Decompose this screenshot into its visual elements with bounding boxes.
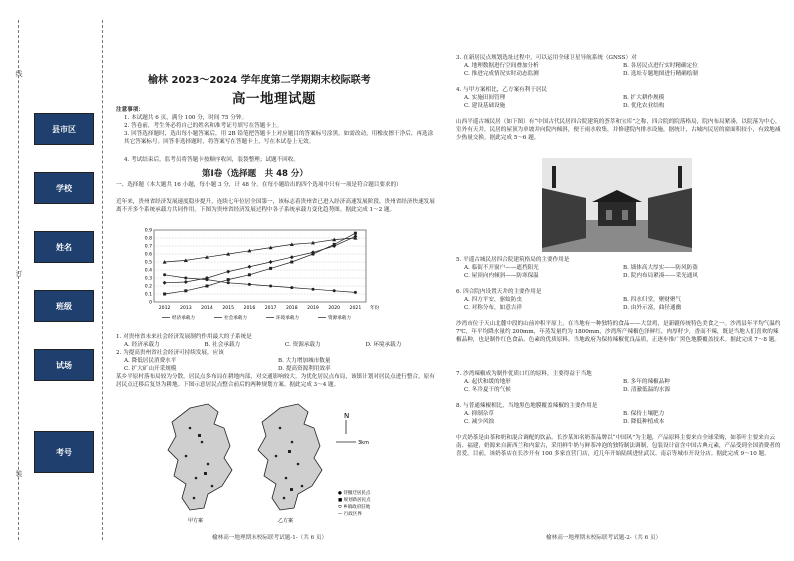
map-legend-item: — 行政区界 (338, 512, 362, 517)
seal-char: 线 (15, 70, 23, 77)
legend-label: 社会承载力 (224, 316, 247, 321)
page-footer: 榆林高一地理期末校际联考试题-1-（共 6 页） (212, 535, 328, 541)
option[interactable]: C. 对称分布，如意吉祥 (464, 305, 522, 312)
y-tick-label: 0.1 (144, 292, 152, 298)
data-point (290, 255, 294, 259)
passage-2: 某乡平原村落布局较为分散，居民点多布局在耕地内部，对交通影响较大。为优化居民点布局，该镇计划对居民点进行整合，原有居民点迁移后复垦为耕地。下图示意居民点整合前后的两种规划方案。据此完成 3～4 题。 (116, 374, 435, 389)
option[interactable]: A. 经济承载力 (124, 342, 160, 348)
q3-options (464, 62, 774, 78)
question-5: 5. 平遥古城民居四合院建筑格局的主要作用是 (456, 257, 570, 263)
data-point (163, 273, 166, 276)
courtyard-photo (542, 158, 692, 252)
data-point (354, 232, 357, 235)
passage-3: 山西平遥古城民居（如下图）有“中国古代民居四合院建筑的荟萃和宝库”之称，四合院的院落格局，院内布局紧凑，以院落为中心，室外有天井，民居的屋顶为单坡并向院内倾斜，便于雨水收集，并修建院内排水设施，据统计，古城内民居的窗面积较小，有效地减少热量交换。据此完成 5～6 题。 (456, 119, 781, 142)
question-1: 1. 对贵州省未来社会经济发展制约作用最大的子系统是 (116, 334, 252, 340)
notes-heading: 注意事项： (116, 107, 144, 113)
scale-bar: 3km (358, 440, 369, 446)
q4-options (464, 94, 774, 110)
option[interactable]: A. 抑制杂草 (464, 411, 494, 417)
option[interactable]: D. 由外示富，曲径通幽 (623, 305, 682, 312)
plan-a-label: 甲方案 (188, 518, 204, 524)
data-point (247, 265, 251, 269)
data-point (226, 270, 230, 274)
field-label: 学校 (35, 173, 93, 203)
option[interactable]: C. 冬冷夏干的气候 (464, 387, 511, 394)
option[interactable]: B. 扩大耕作规模 (623, 95, 665, 101)
question-8: 8. 与普通辣椒相比，当地黑色地膜覆盖辣椒的主要作用是 (456, 403, 598, 409)
option[interactable]: D. 提高资源利用效率 (278, 366, 331, 373)
note-item: 2. 答卷前，考生务必将自己的姓名和准考证号填写在答题卡上。 (124, 123, 283, 129)
q7-options (464, 378, 774, 394)
x-tick-label: 2013 (179, 306, 192, 311)
x-tick-label: 2014 (201, 306, 213, 311)
question-7: 7. 沙湾辣椒成为制作优质口红的原料，主要得益于当地 (456, 371, 592, 377)
data-point (290, 261, 293, 264)
map-legend-item: ⬭ 乡镇政府驻地 (338, 505, 371, 510)
option[interactable]: D. 清澈低温的水源 (623, 387, 670, 394)
option[interactable]: A. 四方平安，驱蚊防虫 (464, 297, 522, 303)
field-name[interactable] (34, 231, 94, 263)
settlement-plan-maps (160, 398, 410, 526)
plan-b-map (258, 404, 322, 510)
q5-options (464, 264, 774, 280)
data-point (184, 280, 188, 284)
data-point (248, 273, 251, 276)
x-tick-label: 2017 (264, 306, 277, 311)
y-tick-label: 0.7 (144, 244, 152, 250)
y-tick-label: 0.6 (144, 252, 152, 258)
map-legend-item: ● 待撤迁居民点 (338, 491, 371, 496)
x-tick-label: 2018 (285, 306, 298, 311)
data-point (206, 285, 209, 288)
carrying-capacity-chart (136, 224, 386, 332)
option[interactable]: B. 四水归堂，聚财聚气 (623, 297, 682, 303)
passage-4: 沙湾市位于天山北麓中段的山前冲积平原上，在当地有一种独特的食品——大盘鸡，是新疆传统特色美食之一。沙湾县年平均气温约 7℃，年平均降水量约 200mm，年蒸发量约为 1800mm，沙湾所产辣椒色泽鲜红，肉厚籽少，香而不辣，既是当地人们喜欢的辣椒品种，也是制作红色食品、色素的优质原料。当地政府为保持辣椒优良品质，正逐步推广黑色地膜覆盖技术。据此完成 7～8 题。 (456, 321, 781, 344)
north-arrow: N (344, 412, 350, 420)
exam-title: 榆林 2023～2024 学年度第二学期期末校际联考 (148, 75, 371, 86)
data-point (290, 286, 293, 289)
option[interactable]: D. 优化农业结构 (623, 103, 665, 110)
option[interactable]: C. 扩大矿山开采规模 (124, 366, 177, 373)
seal-char: 订 (15, 270, 23, 277)
option[interactable]: B. 各居民点进行实时精确定位 (623, 63, 698, 69)
data-point (163, 281, 167, 285)
note-item: 3. 回答选择题时，选出每小题答案后，用 2B 铅笔把答题卡上对应题目的答案标号涂黑。如需改动，用橡皮擦干净后，再选涂其它答案标号。回答非选择题时，将答案写在答题卡上，写在本试卷上无效。 (124, 131, 434, 146)
fold-line (102, 20, 103, 540)
data-point (333, 243, 336, 246)
x-tick-label: 2012 (158, 306, 171, 311)
note-item: 1. 本试题共 6 页，满分 100 分，时间 75 分钟。 (124, 115, 248, 121)
data-point (163, 293, 166, 296)
data-point (227, 278, 230, 281)
q6-options (464, 296, 774, 312)
option[interactable]: C. 建设基础设施 (464, 103, 506, 110)
data-point (333, 289, 336, 292)
y-tick-label: 0 (149, 300, 152, 306)
binding-strip (0, 0, 112, 561)
question-4: 4. 与甲方案相比，乙方案有利于居民 (456, 87, 548, 93)
option[interactable]: D. 院内布局紧凑——采光通风 (623, 273, 698, 280)
passage-1: 近年来，贵州省经济发展速度稳步提升，连续七年位居全国第一，该标志着贵州省已进入经济高速发展阶段。贵州省经济快速发展离不开多个系统承载力共同作用。下图为贵州省经济发展过程中各子系统承载力变化趋势图。据此完成 1～2 题。 (116, 199, 435, 214)
option[interactable]: B. 墙体高大厚实——防风防盗 (623, 265, 698, 271)
paper-title: 高一地理试题 (232, 91, 316, 107)
option[interactable]: B. 社会承载力 (204, 342, 241, 348)
legend-label: 环境承载力 (276, 316, 299, 321)
option[interactable]: A. 实施田间管理 (464, 95, 506, 101)
option[interactable]: A. 降低居民消费水平 (124, 358, 177, 364)
y-tick-label: 0.8 (144, 236, 152, 242)
page-2 (456, 0, 786, 561)
option[interactable]: B. 保持土壤肥力 (623, 411, 665, 417)
plan-a-map (168, 404, 232, 510)
data-point (269, 260, 273, 264)
data-point (269, 285, 272, 288)
data-point (248, 283, 251, 286)
x-tick-label: 2015 (222, 306, 235, 311)
page-footer: 榆林高一地理期末校际联考试题-2-（共 6 页） (546, 535, 662, 541)
x-tick-label: 2016 (243, 306, 256, 311)
field-label: 试场 (35, 350, 93, 380)
option[interactable]: A. 临街不开窗户——遮挡阳光 (464, 265, 539, 271)
field-label: 班级 (35, 291, 93, 321)
field-label: 姓名 (35, 232, 93, 262)
option[interactable]: C. 资源承载力 (285, 342, 321, 348)
legend-label: 资源承载力 (328, 316, 351, 321)
option[interactable]: D. 选址专题地图进行精确绘制 (623, 71, 698, 78)
x-tick-label: 2019 (307, 306, 319, 311)
x-tick-label: 2020 (328, 306, 341, 311)
question-6: 6. 四合院内设置天井的主要作用是 (456, 289, 542, 295)
plan-b-label: 乙方案 (278, 518, 294, 524)
series-line (165, 238, 356, 262)
data-point (312, 288, 315, 291)
data-point (184, 277, 187, 280)
note-item: 4. 考试结束后，监考员将答题卡按顺序收回，装袋整理；试题不回收。 (124, 157, 299, 163)
y-tick-label: 0.2 (144, 284, 152, 290)
section-instruction: 一、选择题（本大题共 16 小题，每小题 3 分，计 48 分。在每小题给出的四个选项中只有一项是符合题目要求的） (116, 182, 402, 188)
y-tick-label: 0.5 (144, 260, 152, 266)
field-label: 考号 (35, 432, 93, 472)
x-tick-label: 2021 (349, 306, 362, 311)
q2-options (124, 357, 424, 373)
q8-options (464, 410, 774, 426)
option[interactable]: C. 减少风蚀 (464, 419, 495, 426)
data-point (184, 289, 187, 292)
data-point (206, 278, 209, 281)
data-point (227, 281, 230, 284)
part-heading: 第Ⅰ卷（选择题 共 48 分） (202, 169, 308, 179)
y-tick-label: 0.4 (144, 268, 152, 274)
field-class[interactable] (34, 290, 94, 322)
option[interactable]: B. 大力增加城市数量 (278, 358, 331, 364)
data-point (354, 291, 357, 294)
series-line (165, 275, 356, 293)
passage-5: 中式奶茶是由茶和奶和混合调配的饮品。长沙某知名奶茶品牌以“中国风”为主题，产品原料主要来自全球采购，如茶叶主要来自云南、福建，奶源来自新西兰和内蒙古，采用鲜牛奶与鲜茶冲泡的独特制法调制，包装设计富含中国古典元素，产品受到全国消费者的喜爱。目前，该奶茶店在长沙开有 100 多家直营门店，近几年开始陆续进驻武汉、南京等城市开设分店。据此完成 9～10 题。 (456, 435, 781, 458)
option[interactable]: C. 推进完成情况实时动态监测 (464, 71, 539, 78)
seal-char: 装 (15, 470, 23, 477)
question-3: 3. 在新居民点规划选址过程中，可以运用全球卫星导航系统（GNSS）对 (456, 55, 637, 61)
option[interactable]: D. 环境承载力 (365, 342, 402, 348)
map-legend-item: ■ 规划新居民点 (338, 498, 371, 503)
question-2: 2. 为提高贵州省社会经济可持续发展，应该 (116, 350, 224, 356)
cut-line (18, 20, 19, 540)
q1-options (124, 341, 438, 349)
field-room[interactable] (34, 349, 94, 381)
page-1 (116, 0, 446, 561)
data-point (312, 253, 315, 256)
data-point (269, 267, 272, 270)
y-tick-label: 0.9 (144, 228, 152, 234)
option[interactable]: D. 降低种植成本 (623, 419, 665, 426)
legend-label: 经济承载力 (172, 316, 195, 321)
option[interactable]: C. 屋顶向内倾斜——防寒保温 (464, 273, 539, 280)
field-school[interactable] (34, 172, 94, 204)
field-label: 县市区 (35, 114, 93, 144)
option[interactable]: A. 起伏和缓的地形 (464, 379, 511, 385)
x-axis-label: 年份 (370, 306, 380, 311)
field-exam-number[interactable] (34, 431, 94, 473)
field-county[interactable] (34, 113, 94, 145)
option[interactable]: A. 地理数据进行空间叠加分析 (464, 63, 539, 69)
option[interactable]: B. 多年的辣椒品种 (623, 379, 670, 385)
y-tick-label: 0.3 (144, 276, 152, 282)
